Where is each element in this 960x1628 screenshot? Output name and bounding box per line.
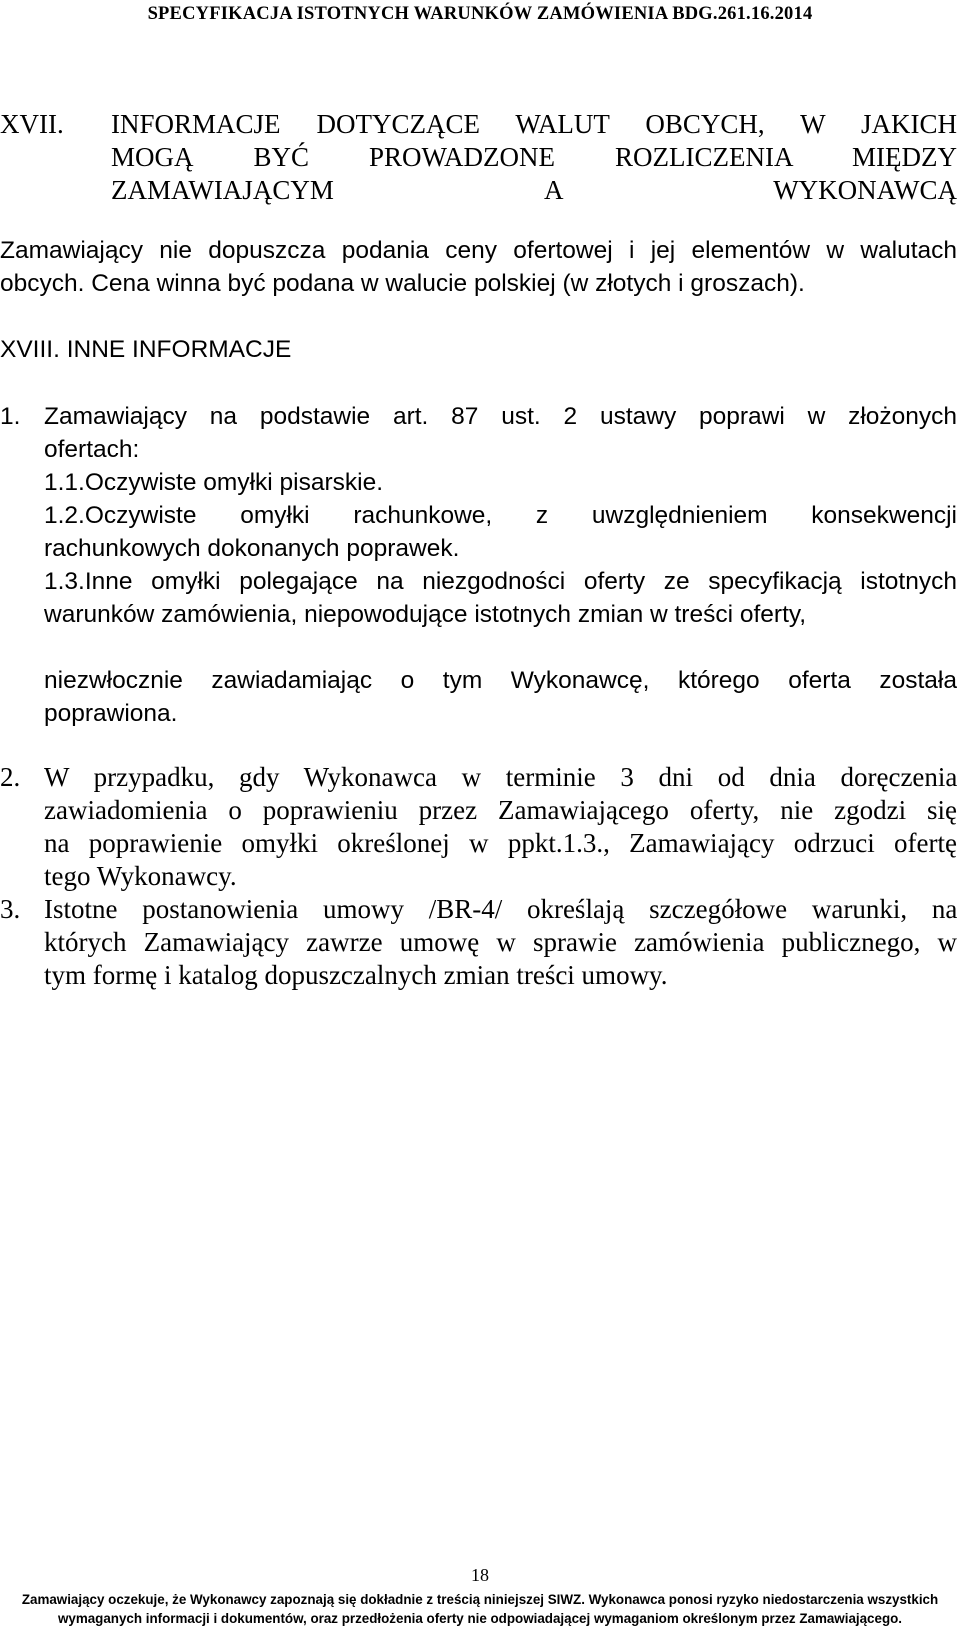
item-1-closing-line: niezwłocznie zawiadamiając o tym Wykonawcę, którego oferta została: [44, 667, 957, 694]
sub-item-1-2-line: rachunkowych dokonanych poprawek.: [44, 535, 460, 562]
page-number: 18: [471, 1565, 489, 1585]
item-3-line: których Zamawiający zawrze umowę w sprawie zamówienia publicznego, w: [44, 927, 957, 957]
footer-line: Zamawiający oczekuje, że Wykonawcy zapoznają się dokładnie z treścią niniejszej SIWZ. Wykonawca ponosi ryzyko niedostarczenia wszystkich: [21, 1592, 939, 1607]
section-17-number: XVII.: [0, 109, 64, 139]
item-2-line: tego Wykonawcy.: [44, 861, 237, 891]
item-3-number: 3.: [0, 894, 21, 924]
item-1-closing-line: poprawiona.: [44, 700, 178, 727]
section-17-title-line: ZAMAWIAJĄCYM A WYKONAWCĄ: [111, 175, 957, 205]
section-17-title-line: MOGĄ BYĆ PROWADZONE ROZLICZENIA MIĘDZY: [111, 142, 957, 172]
document-header: SPECYFIKACJA ISTOTNYCH WARUNKÓW ZAMÓWIENIA BDG.261.16.2014: [147, 4, 813, 24]
section-17-title: [111, 108, 957, 207]
item-3-line: Istotne postanowienia umowy /BR-4/ określają szczegółowe warunki, na: [44, 894, 958, 924]
item-2-line: zawiadomienia o poprawieniu przez Zamawiającego oferty, nie zgodzi się: [44, 795, 957, 825]
sub-item-1-1: 1.1.Oczywiste omyłki pisarskie.: [44, 469, 384, 496]
sub-item-1-3-line: warunków zamówienia, niepowodujące istotnych zmian w treści oferty,: [44, 601, 807, 628]
item-1-number: 1.: [0, 403, 21, 430]
section-17-paragraph-line: Zamawiający nie dopuszcza podania ceny ofertowej i jej elementów w walutach: [0, 237, 958, 264]
item-3-line: tym formę i katalog dopuszczalnych zmian treści umowy.: [44, 960, 668, 990]
section-18-title: XVIII. INNE INFORMACJE: [0, 336, 292, 363]
item-1-line: Zamawiający na podstawie art. 87 ust. 2 ustawy poprawi w złożonych: [44, 403, 958, 430]
item-1-line: ofertach:: [44, 436, 140, 463]
item-2-line: na poprawienie omyłki określonej w ppkt.1.3., Zamawiający odrzuci ofertę: [44, 828, 957, 858]
footer-line: wymaganych informacji i dokumentów, oraz przedłożenia oferty nie odpowiadającej wymaganiom określonym przez Zamawiającego.: [57, 1611, 903, 1626]
document-footer: [0, 1590, 960, 1628]
sub-item-1-3-line: 1.3.Inne omyłki polegające na niezgodności oferty ze specyfikacją istotnych: [44, 568, 957, 595]
item-2-number: 2.: [0, 762, 21, 792]
item-2-line: W przypadku, gdy Wykonawca w terminie 3 dni od dnia doręczenia: [44, 762, 958, 792]
section-17-title-line: INFORMACJE DOTYCZĄCE WALUT OBCYCH, W JAKICH: [111, 109, 958, 139]
section-17-paragraph-line: obcych. Cena winna być podana w walucie polskiej (w złotych i groszach).: [0, 270, 805, 297]
sub-item-1-2-line: 1.2.Oczywiste omyłki rachunkowe, z uwzględnieniem konsekwencji: [44, 502, 957, 529]
